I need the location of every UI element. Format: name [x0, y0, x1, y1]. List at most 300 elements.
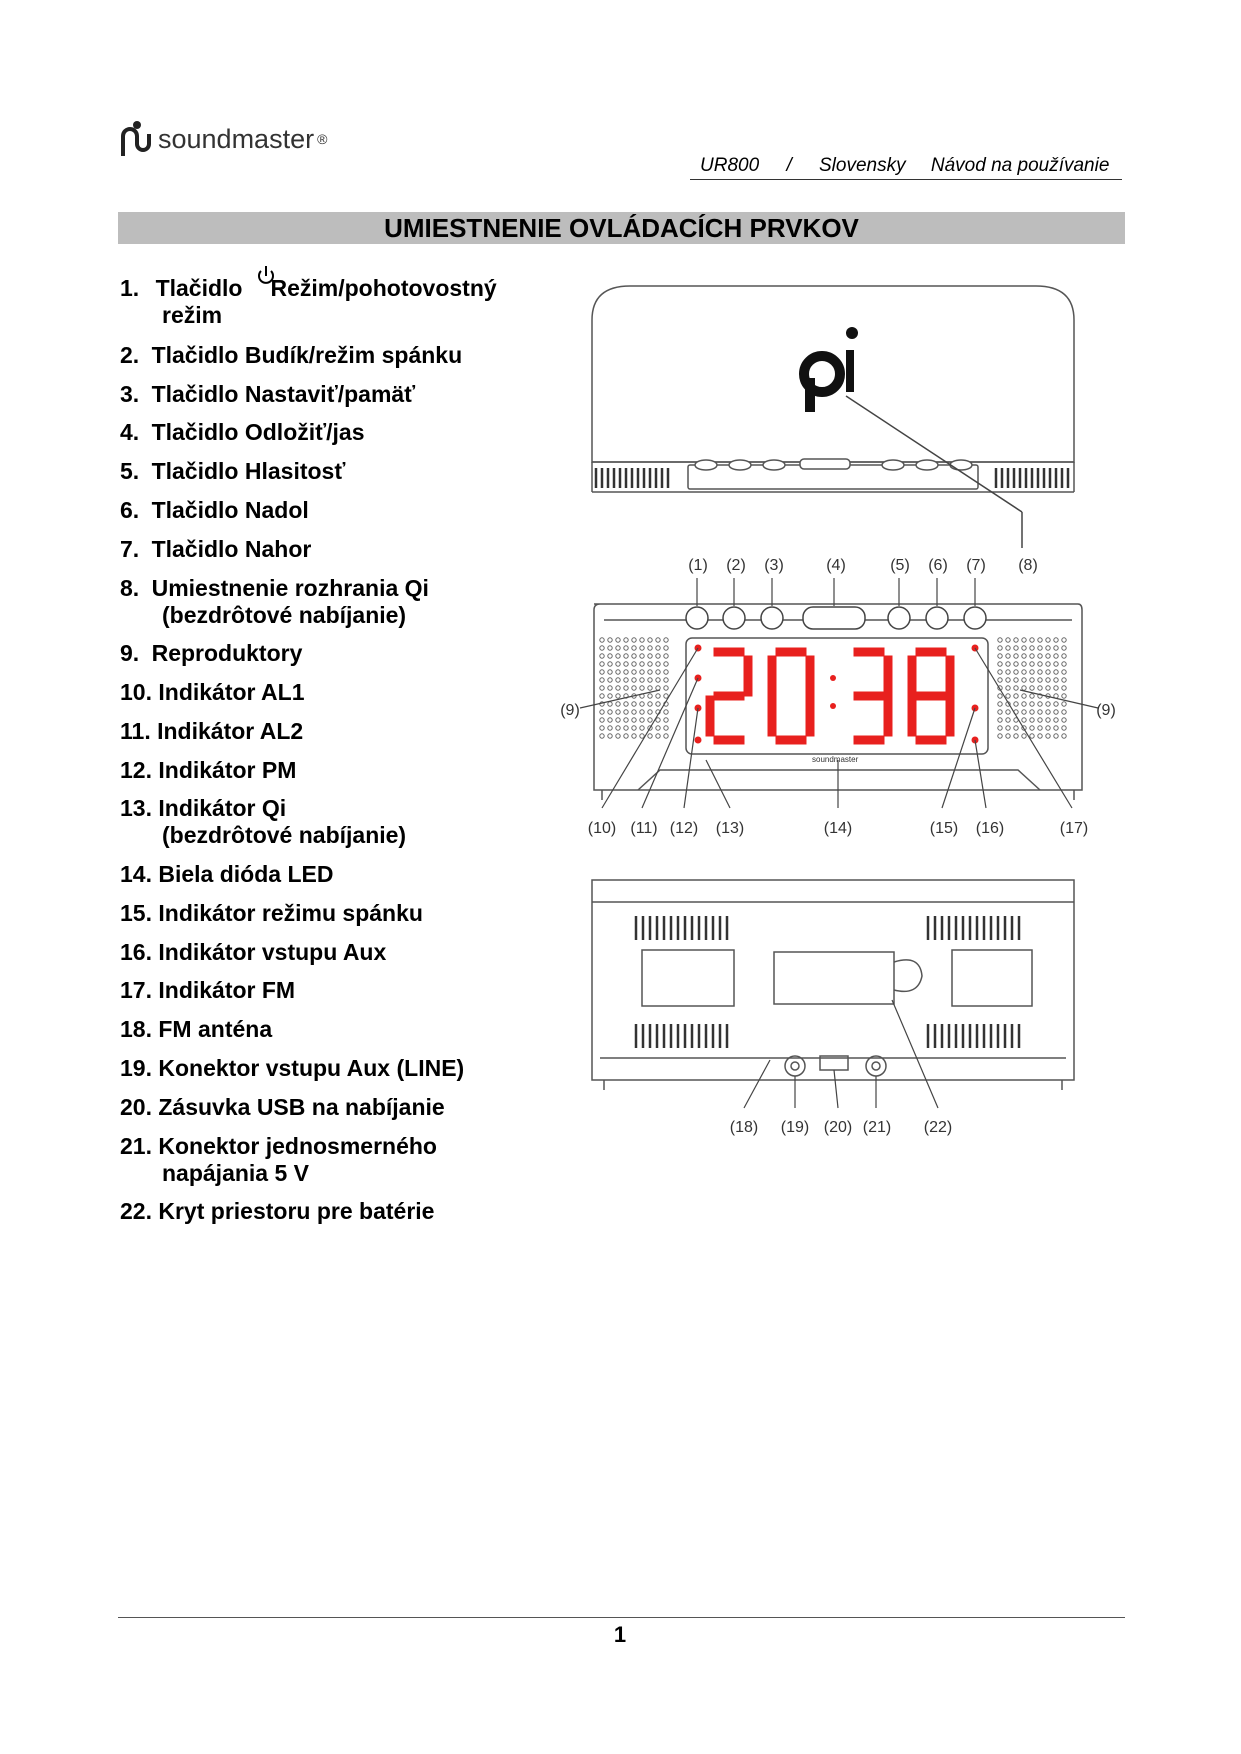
grill-hole: [1038, 662, 1042, 666]
callout-label: (10): [587, 820, 617, 837]
grill-hole: [1046, 678, 1050, 682]
grill-hole: [1014, 702, 1018, 706]
grill-hole: [1022, 702, 1026, 706]
grill-hole: [1038, 726, 1042, 730]
grill-hole: [656, 694, 660, 698]
grill-hole: [640, 702, 644, 706]
grill-hole: [656, 638, 660, 642]
grill-hole: [998, 646, 1002, 650]
grill-hole: [1038, 686, 1042, 690]
led-segment: [776, 736, 806, 744]
item-number: 11.: [120, 718, 151, 744]
led-segment: [854, 692, 884, 700]
led-segment: [916, 736, 946, 744]
grill-hole: [1062, 726, 1066, 730]
grill-hole: [1046, 718, 1050, 722]
callout-label: (20): [823, 1119, 853, 1136]
callout-labels: [560, 557, 1116, 1136]
grill-hole: [656, 702, 660, 706]
grill-hole: [1062, 638, 1066, 642]
grill-hole: [624, 638, 628, 642]
grill-hole: [998, 702, 1002, 706]
item-text: Indikátor FM: [158, 977, 296, 1003]
grill-hole: [616, 718, 620, 722]
grill-hole: [1046, 670, 1050, 674]
grill-hole: [608, 694, 612, 698]
led-segment: [714, 736, 744, 744]
grill-hole: [648, 646, 652, 650]
grill-hole: [656, 662, 660, 666]
led-segment: [768, 696, 776, 736]
grill-hole: [664, 670, 668, 674]
item-number: 18.: [120, 1016, 152, 1042]
led-segment: [884, 656, 892, 696]
grill-hole: [1062, 654, 1066, 658]
callout-label: (7): [966, 557, 986, 574]
item-text: Tlačidlo Nahor: [151, 536, 312, 562]
grill-hole: [640, 662, 644, 666]
grill-hole: [1006, 686, 1010, 690]
led-segment: [706, 696, 714, 736]
grill-hole: [1038, 678, 1042, 682]
colon-dot: [830, 703, 836, 709]
grill-hole: [1062, 734, 1066, 738]
grill-hole: [1030, 694, 1034, 698]
item-number: 20.: [120, 1094, 152, 1120]
grill-hole: [640, 638, 644, 642]
led-segment: [908, 656, 916, 696]
grill-hole: [632, 726, 636, 730]
list-item: [120, 795, 406, 849]
grill-hole: [1054, 670, 1058, 674]
logo-text: soundmaster: [158, 123, 315, 154]
list-item: [120, 458, 345, 485]
grill-hole: [632, 718, 636, 722]
grill-hole: [1030, 734, 1034, 738]
led-segment: [768, 656, 776, 696]
grill-hole: [664, 662, 668, 666]
grill-hole: [600, 686, 604, 690]
grill-hole: [608, 686, 612, 690]
grill-hole: [998, 718, 1002, 722]
item-text-cont: napájania 5 V: [162, 1160, 310, 1186]
list-item: [120, 1016, 272, 1043]
grill-hole: [1054, 710, 1058, 714]
grill-hole: [648, 670, 652, 674]
power-icon: [254, 264, 278, 288]
grill-hole: [1062, 694, 1066, 698]
grill-hole: [1006, 694, 1010, 698]
grill-hole: [640, 734, 644, 738]
grill-hole: [640, 646, 644, 650]
grill-hole: [1022, 678, 1026, 682]
item-text: Indikátor vstupu Aux: [158, 939, 387, 965]
grill-hole: [664, 646, 668, 650]
front-view-buttons: [686, 607, 986, 629]
grill-hole: [640, 686, 644, 690]
grill-hole: [1030, 710, 1034, 714]
callout-label: (17): [1059, 820, 1089, 837]
item-number: 12.: [120, 757, 152, 783]
colon-dot: [830, 675, 836, 681]
grill-hole: [1022, 710, 1026, 714]
item-number: 16.: [120, 939, 152, 965]
callout-label: (12): [669, 820, 699, 837]
grill-hole: [624, 646, 628, 650]
led-segment: [776, 648, 806, 656]
list-item: [120, 640, 302, 667]
callout-label: (9): [560, 702, 580, 719]
brand-logo: [120, 120, 327, 158]
grill-hole: [664, 718, 668, 722]
item-number: 22.: [120, 1198, 152, 1224]
grill-hole: [1014, 694, 1018, 698]
grill-hole: [600, 710, 604, 714]
grill-hole: [616, 694, 620, 698]
header-separator: /: [786, 155, 792, 176]
grill-hole: [600, 654, 604, 658]
grill-hole: [1046, 726, 1050, 730]
grill-hole: [1062, 670, 1066, 674]
led-segment: [884, 696, 892, 736]
callout-label: (21): [862, 1119, 892, 1136]
grill-hole: [1014, 638, 1018, 642]
header-model: UR800: [700, 155, 760, 176]
list-item: [120, 381, 415, 408]
top-view-speaker-grill-right: [996, 468, 1068, 488]
page-number: 1: [613, 1622, 627, 1647]
grill-hole: [608, 702, 612, 706]
list-item: [120, 718, 303, 745]
grill-hole: [616, 686, 620, 690]
grill-hole: [648, 654, 652, 658]
item-number: 10.: [120, 679, 152, 705]
grill-hole: [998, 734, 1002, 738]
grill-hole: [608, 726, 612, 730]
item-number: 2.: [120, 342, 140, 368]
grill-hole: [1022, 734, 1026, 738]
grill-hole: [640, 710, 644, 714]
item-text: FM anténa: [158, 1016, 273, 1042]
grill-hole: [1038, 710, 1042, 714]
led-segment: [946, 696, 954, 736]
grill-hole: [998, 726, 1002, 730]
front-speaker-grill-left: [600, 638, 668, 738]
grill-hole: [1054, 646, 1058, 650]
grill-hole: [664, 686, 668, 690]
led-display: [706, 648, 954, 744]
grill-hole: [1006, 726, 1010, 730]
header-language: Slovensky: [819, 155, 906, 176]
item-text: Reproduktory: [151, 640, 303, 666]
grill-hole: [1062, 646, 1066, 650]
logo-registered-mark: ®: [317, 131, 328, 147]
grill-hole: [616, 654, 620, 658]
grill-hole: [1046, 654, 1050, 658]
grill-hole: [656, 678, 660, 682]
grill-hole: [608, 678, 612, 682]
led-segment: [744, 656, 752, 696]
grill-hole: [1046, 686, 1050, 690]
led-segment: [806, 696, 814, 736]
grill-hole: [1014, 670, 1018, 674]
grill-hole: [648, 686, 652, 690]
grill-hole: [1054, 686, 1058, 690]
grill-hole: [632, 702, 636, 706]
list-item: [120, 1094, 445, 1121]
grill-hole: [624, 662, 628, 666]
grill-hole: [1006, 646, 1010, 650]
callout-label: (11): [630, 820, 658, 837]
grill-hole: [632, 662, 636, 666]
grill-hole: [632, 678, 636, 682]
list-item: [120, 497, 309, 524]
grill-hole: [600, 718, 604, 722]
list-item: [120, 1055, 464, 1082]
grill-hole: [616, 662, 620, 666]
grill-hole: [1038, 670, 1042, 674]
item-text: Tlačidlo Budík/režim spánku: [151, 342, 463, 368]
grill-hole: [1030, 662, 1034, 666]
item-text: Umiestnenie rozhrania Qi: [151, 575, 429, 601]
grill-hole: [1062, 718, 1066, 722]
grill-hole: [600, 646, 604, 650]
soundmaster-logo-icon: [120, 120, 154, 158]
grill-hole: [624, 734, 628, 738]
grill-hole: [656, 654, 660, 658]
top-view-outline: [592, 286, 1074, 462]
grill-hole: [1022, 694, 1026, 698]
grill-hole: [1046, 638, 1050, 642]
grill-hole: [616, 646, 620, 650]
grill-hole: [1014, 654, 1018, 658]
grill-hole: [624, 710, 628, 714]
item-text: Tlačidlo: [155, 275, 243, 301]
grill-hole: [600, 734, 604, 738]
grill-hole: [1054, 718, 1058, 722]
item-text: Indikátor PM: [158, 757, 297, 783]
grill-hole: [632, 646, 636, 650]
list-item: [120, 274, 497, 329]
led-segment: [714, 648, 744, 656]
led-segment: [908, 696, 916, 736]
grill-hole: [1046, 734, 1050, 738]
item-text: Tlačidlo Hlasitosť: [151, 458, 346, 484]
grill-hole: [1062, 710, 1066, 714]
callout-label: (14): [823, 820, 853, 837]
grill-hole: [624, 670, 628, 674]
list-item: [120, 575, 429, 629]
grill-hole: [1006, 718, 1010, 722]
callout-label: (18): [729, 1119, 759, 1136]
grill-hole: [1006, 638, 1010, 642]
grill-hole: [1038, 646, 1042, 650]
list-item: [120, 536, 311, 563]
grill-hole: [998, 638, 1002, 642]
grill-hole: [648, 638, 652, 642]
grill-hole: [608, 646, 612, 650]
grill-hole: [1030, 638, 1034, 642]
item-number: 4.: [120, 419, 140, 445]
callout-label: (22): [923, 1119, 953, 1136]
item-text-cont: (bezdrôtové nabíjanie): [162, 822, 407, 848]
grill-hole: [1054, 702, 1058, 706]
item-text: Tlačidlo Nastaviť/pamäť: [151, 381, 416, 407]
led-segment: [916, 648, 946, 656]
grill-hole: [1062, 662, 1066, 666]
grill-hole: [1046, 646, 1050, 650]
grill-hole: [608, 654, 612, 658]
grill-hole: [664, 726, 668, 730]
grill-hole: [608, 670, 612, 674]
item-text: Režim/pohotovostný: [270, 275, 497, 301]
footer-divider: [118, 1617, 1125, 1618]
grill-hole: [648, 718, 652, 722]
grill-hole: [648, 702, 652, 706]
grill-hole: [640, 670, 644, 674]
grill-hole: [600, 694, 604, 698]
grill-hole: [632, 710, 636, 714]
grill-hole: [1022, 718, 1026, 722]
grill-hole: [1038, 718, 1042, 722]
item-number: 19.: [120, 1055, 152, 1081]
callout-label: (4): [826, 557, 846, 574]
grill-hole: [998, 654, 1002, 658]
grill-hole: [1054, 662, 1058, 666]
grill-hole: [624, 702, 628, 706]
grill-hole: [1046, 702, 1050, 706]
grill-hole: [632, 734, 636, 738]
grill-hole: [1014, 726, 1018, 730]
grill-hole: [664, 694, 668, 698]
item-text: Indikátor AL2: [157, 718, 304, 744]
item-number: 13.: [120, 795, 152, 821]
item-number: 15.: [120, 900, 152, 926]
grill-hole: [616, 638, 620, 642]
grill-hole: [664, 638, 668, 642]
item-number: 3.: [120, 381, 140, 407]
list-item: [120, 679, 304, 706]
grill-hole: [1054, 638, 1058, 642]
grill-hole: [608, 734, 612, 738]
grill-hole: [1030, 686, 1034, 690]
top-view-buttons: [695, 459, 972, 470]
item-text: Kryt priestoru pre batérie: [158, 1198, 435, 1224]
grill-hole: [1046, 662, 1050, 666]
list-item: [120, 757, 296, 784]
item-number: 9.: [120, 640, 140, 666]
grill-hole: [656, 718, 660, 722]
grill-hole: [664, 654, 668, 658]
grill-hole: [1046, 710, 1050, 714]
grill-hole: [624, 718, 628, 722]
grill-hole: [1054, 734, 1058, 738]
grill-hole: [640, 654, 644, 658]
grill-hole: [1006, 710, 1010, 714]
grill-hole: [1006, 678, 1010, 682]
grill-hole: [616, 670, 620, 674]
item-number: 6.: [120, 497, 140, 523]
back-leader-lines: [744, 1000, 938, 1108]
grill-hole: [1038, 702, 1042, 706]
item-number: 14.: [120, 861, 152, 887]
list-item: [120, 342, 462, 369]
item-text: Tlačidlo Odložiť/jas: [151, 419, 365, 445]
front-brand-text: soundmaster: [812, 755, 859, 764]
grill-hole: [616, 710, 620, 714]
device-diagram: [540, 275, 1130, 1175]
header-doc-type: Návod na používanie: [930, 155, 1110, 176]
grill-hole: [600, 678, 604, 682]
top-view-speaker-grill-left: [596, 468, 668, 488]
list-item: [120, 861, 333, 888]
grill-hole: [1014, 678, 1018, 682]
grill-hole: [998, 662, 1002, 666]
callout-label: (5): [890, 557, 910, 574]
led-segment: [854, 736, 884, 744]
grill-hole: [1014, 646, 1018, 650]
grill-hole: [632, 686, 636, 690]
item-text: Konektor jednosmerného: [158, 1133, 437, 1159]
grill-hole: [656, 726, 660, 730]
grill-hole: [1062, 678, 1066, 682]
list-item: [120, 939, 386, 966]
list-item: [120, 977, 295, 1004]
grill-hole: [998, 710, 1002, 714]
callout-label: (2): [726, 557, 746, 574]
item-text: Indikátor AL1: [158, 679, 305, 705]
grill-hole: [648, 662, 652, 666]
led-segment: [806, 656, 814, 696]
item-number: 8.: [120, 575, 140, 601]
grill-hole: [648, 678, 652, 682]
grill-hole: [1030, 702, 1034, 706]
grill-hole: [1038, 734, 1042, 738]
grill-hole: [624, 654, 628, 658]
grill-hole: [664, 734, 668, 738]
grill-hole: [1062, 686, 1066, 690]
grill-hole: [1006, 734, 1010, 738]
grill-hole: [1054, 678, 1058, 682]
grill-hole: [616, 702, 620, 706]
led-segment: [916, 692, 946, 700]
callout-label: (1): [688, 557, 708, 574]
back-view-outline: [592, 880, 1074, 1090]
grill-hole: [998, 678, 1002, 682]
callout-label: (16): [975, 820, 1005, 837]
grill-hole: [1062, 702, 1066, 706]
grill-hole: [664, 678, 668, 682]
item-text: Zásuvka USB na nabíjanie: [158, 1094, 445, 1120]
grill-hole: [632, 654, 636, 658]
grill-hole: [1038, 638, 1042, 642]
grill-hole: [600, 670, 604, 674]
callout-label: (15): [929, 820, 959, 837]
grill-hole: [656, 734, 660, 738]
item-text: Biela dióda LED: [158, 861, 334, 887]
grill-hole: [624, 686, 628, 690]
grill-hole: [1038, 654, 1042, 658]
grill-hole: [640, 718, 644, 722]
grill-hole: [632, 638, 636, 642]
grill-hole: [1022, 646, 1026, 650]
grill-hole: [1054, 726, 1058, 730]
grill-hole: [1022, 638, 1026, 642]
grill-hole: [1030, 726, 1034, 730]
grill-hole: [640, 726, 644, 730]
led-segment: [854, 648, 884, 656]
document-header: [690, 155, 1122, 180]
